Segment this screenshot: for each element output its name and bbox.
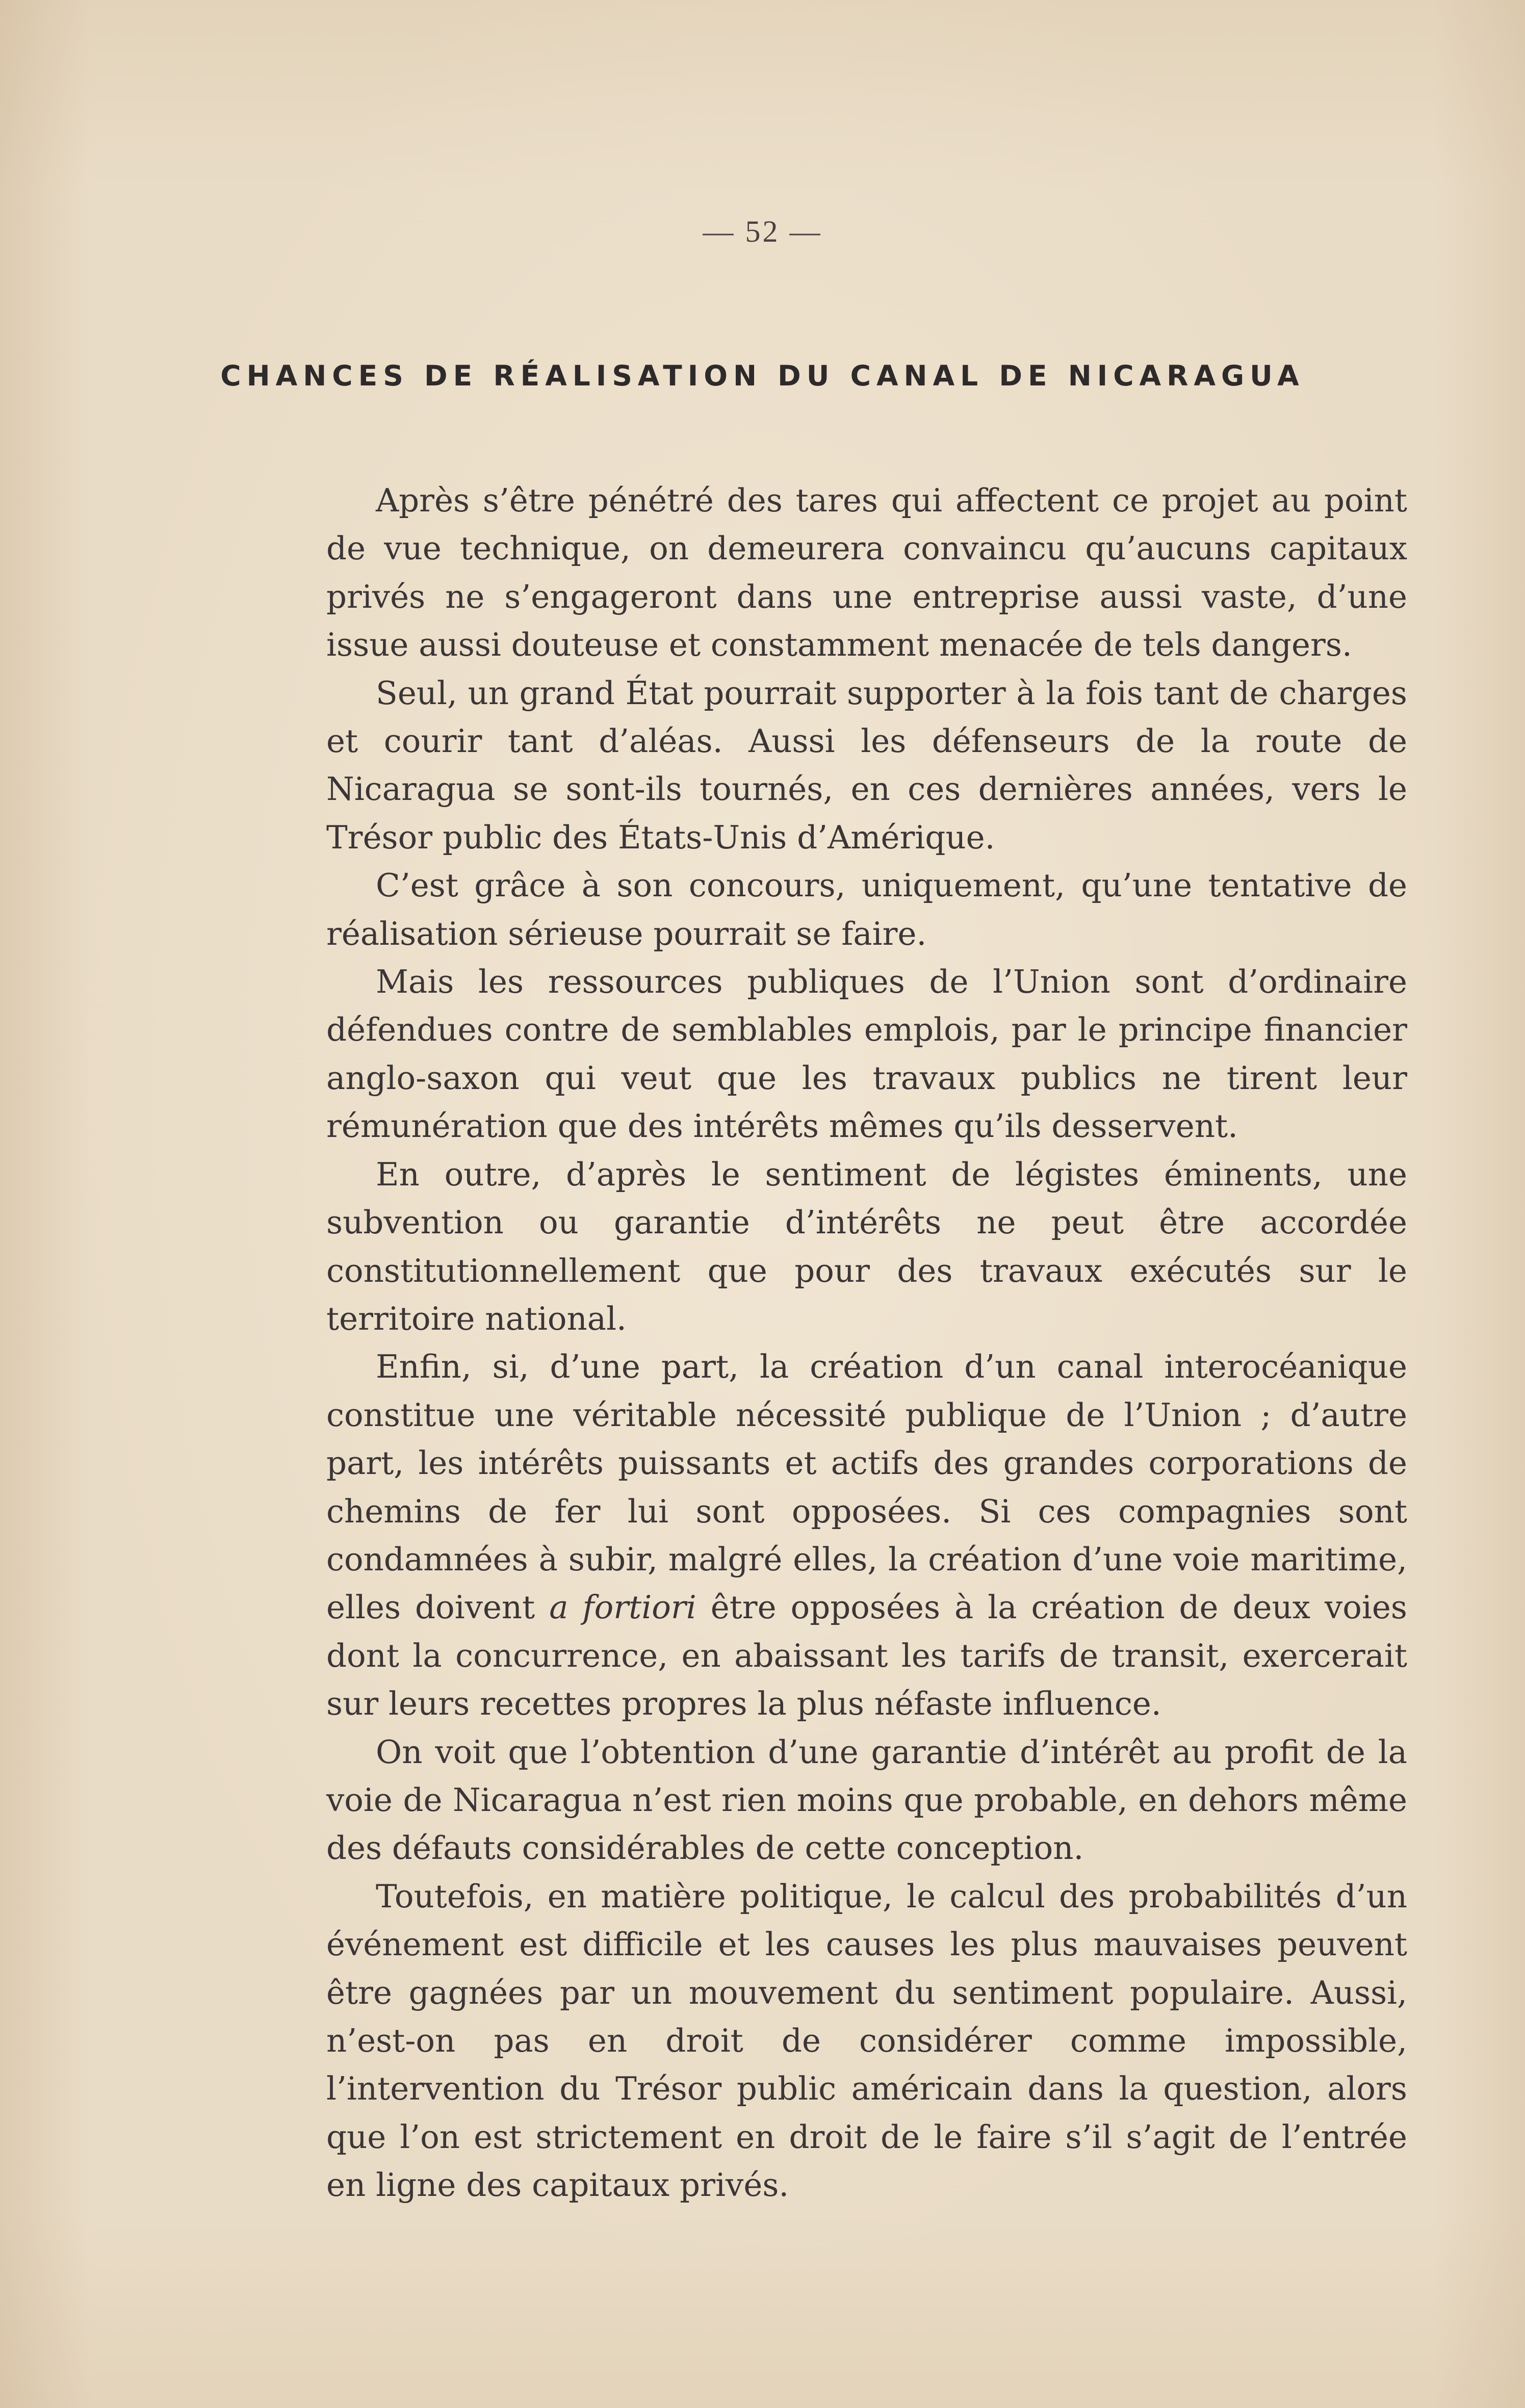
paragraph-6 [326,1343,1407,1728]
paragraph-5: En outre, d’après le sentiment de légistes éminents, une subvention ou garantie d’intérêts ne peut être accordée constitutionnellement que pour des travaux exécutés sur le territoire national. [326,1155,1407,1337]
paragraph-6-text-before: Enfin, si, d’une part, la création d’un canal interocéanique constitue une véritable nécessité publique de l’Union ; d’autre part, les intérêts puissants et actifs des grandes corporations de chemins de fer lui sont opposées. Si ces compagnies sont condamnées à subir, malgré elles, la création d’une voie maritime, elles doivent [326,1348,1407,1626]
paragraph-6-text-after: être opposées à la création de deux voies dont la concurrence, en abaissant les tarifs de transit, exercerait sur leurs recettes propres la plus néfaste influence. [326,1589,1407,1723]
paragraph-3: C’est grâce à son concours, uniquement, qu’une tentative de réalisation sérieuse pourrait se faire. [326,867,1407,952]
section-heading: CHANCES DE RÉALISATION DU CANAL DE NICARAGUA [220,359,1305,392]
paragraph-1: Après s’être pénétré des tares qui affectent ce projet au point de vue technique, on demeurera convaincu qu’aucuns capitaux privés ne s’engageront dans une entreprise aussi vaste, d’une issue aussi douteuse et constamment menacée de tels dangers. [326,482,1407,664]
paragraph-4: Mais les ressources publiques de l’Union sont d’ordinaire défendues contre de semblables emplois, par le principe financier anglo-saxon qui veut que les travaux publics ne tirent leur rémunération que des intérêts mêmes qu’ils desservent. [326,963,1407,1145]
paragraph-7: On voit que l’obtention d’une garantie d’intérêt au profit de la voie de Nicaragua n’est rien moins que probable, en dehors même des défauts considérables de cette conception. [326,1733,1407,1867]
paragraph-6-italic-phrase: a fortiori [549,1589,696,1626]
body-text [326,477,1407,2210]
paragraph-2: Seul, un grand État pourrait supporter à la fois tant de charges et courir tant d’aléas. Aussi les défenseurs de la route de Nicaragua se sont-ils tournés, en ces dernières années, vers le Trésor public des États-Unis d’Amérique. [326,674,1407,856]
page-number: — 52 — [703,215,822,248]
paragraph-8: Toutefois, en matière politique, le calcul des probabilités d’un événement est difficile et les causes les plus mauvaises peuvent être gagnées par un mouvement du sentiment populaire. Aussi, n’est-on pas en droit de considérer comme impossible, l’intervention du Trésor public américain dans la question, alors que l’on est strictement en droit de le faire s’il s’agit de l’entrée en ligne des capitaux privés. [326,1877,1407,2204]
